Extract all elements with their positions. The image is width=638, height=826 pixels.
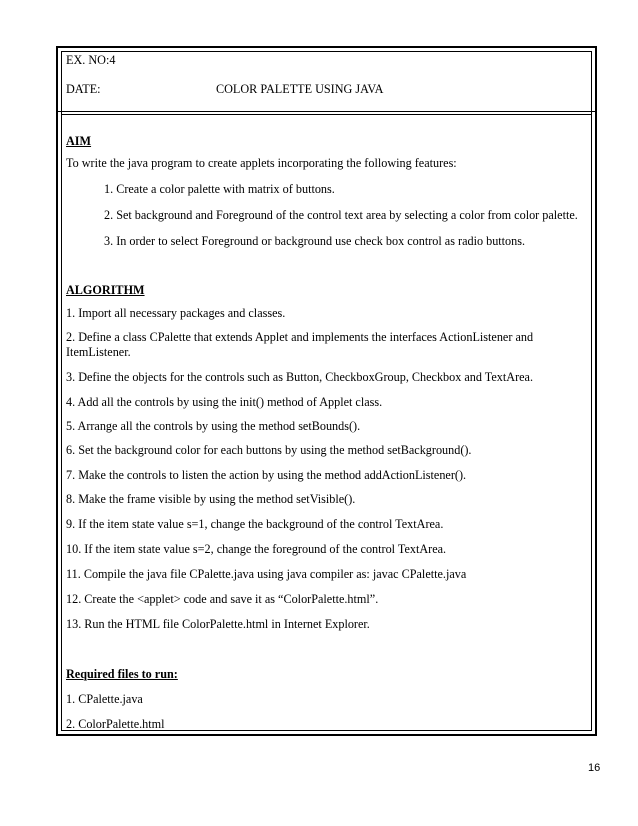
document-frame xyxy=(56,46,597,736)
aim-item: 3. In order to select Foreground or background use check box control as radio buttons. xyxy=(104,234,526,248)
algorithm-step: 1. Import all necessary packages and classes. xyxy=(66,306,286,320)
algorithm-step: 6. Set the background color for each buttons by using the method setBackground(). xyxy=(66,443,472,457)
algorithm-heading: ALGORITHM xyxy=(66,283,145,297)
algorithm-step: 7. Make the controls to listen the action by using the method addActionListener(). xyxy=(66,468,467,482)
required-file: 2. ColorPalette.html xyxy=(66,717,165,731)
required-files-heading: Required files to run: xyxy=(66,667,178,681)
header-divider xyxy=(58,111,595,112)
date-label: DATE: xyxy=(66,82,101,96)
algorithm-step: 4. Add all the controls by using the init() method of Applet class. xyxy=(66,395,383,409)
aim-item: 1. Create a color palette with matrix of buttons. xyxy=(104,182,335,196)
exercise-number: EX. NO:4 xyxy=(66,53,116,67)
algorithm-step: 12. Create the <applet> code and save it as “ColorPalette.html”. xyxy=(66,592,379,606)
algorithm-step: 10. If the item state value s=2, change the foreground of the control TextArea. xyxy=(66,542,447,556)
algorithm-step: 3. Define the objects for the controls such as Button, CheckboxGroup, Checkbox and TextArea. xyxy=(66,370,534,384)
algorithm-step: 9. If the item state value s=1, change the background of the control TextArea. xyxy=(66,517,444,531)
aim-item: 2. Set background and Foreground of the control text area by selecting a color from color palette. xyxy=(104,208,578,222)
aim-heading: AIM xyxy=(66,134,92,148)
algorithm-step: 13. Run the HTML file ColorPalette.html in Internet Explorer. xyxy=(66,617,370,631)
algorithm-step: 11. Compile the java file CPalette.java using java compiler as: javac CPalette.java xyxy=(66,567,467,581)
header-divider-inner xyxy=(61,114,592,115)
algorithm-step: 5. Arrange all the controls by using the method setBounds(). xyxy=(66,419,361,433)
page-title: COLOR PALETTE USING JAVA xyxy=(216,82,384,96)
aim-intro: To write the java program to create applets incorporating the following features: xyxy=(66,156,457,170)
algorithm-step: 8. Make the frame visible by using the method setVisible(). xyxy=(66,492,356,506)
page-number: 16 xyxy=(588,762,601,774)
required-file: 1. CPalette.java xyxy=(66,692,143,706)
algorithm-step: 2. Define a class CPalette that extends Applet and implements the interfaces ActionListener and ItemListener. xyxy=(66,330,534,359)
